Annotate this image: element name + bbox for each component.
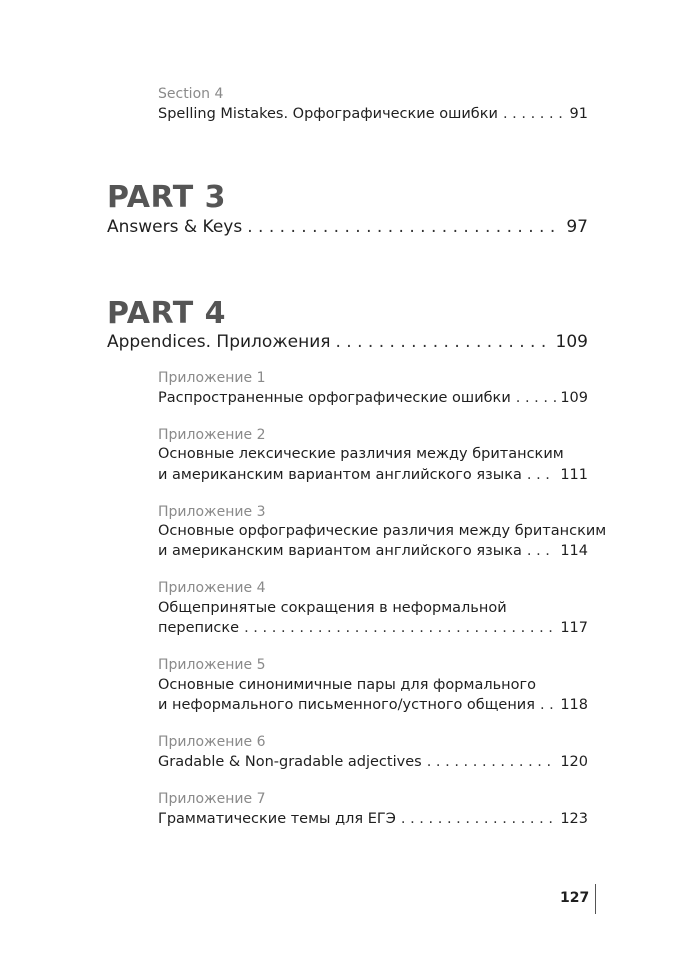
appendix-5-title-line-1: Основные синонимичные пары для формального — [158, 677, 536, 693]
toc-page-number: 123 — [560, 811, 588, 827]
toc-page-number: 114 — [560, 543, 588, 559]
toc-entry-title: и американским вариантом английского языка — [158, 543, 522, 559]
toc-entry-title: и американским вариантом английского языка — [158, 467, 522, 483]
appendix-2-title-line-1: Основные лексические различия между британским — [158, 446, 564, 462]
leader-dots — [244, 620, 556, 636]
toc-entry-part-4[interactable] — [107, 332, 588, 352]
toc-entry-appendix-6[interactable] — [158, 754, 588, 770]
toc-page-number: 117 — [560, 620, 588, 636]
toc-entry-title: Грамматические темы для ЕГЭ — [158, 811, 396, 827]
section-4-label: Section 4 — [158, 86, 224, 102]
toc-page-number: 109 — [555, 332, 588, 352]
toc-page-number: 109 — [560, 390, 588, 406]
toc-entry-appendix-1[interactable] — [158, 390, 588, 406]
leader-dots — [540, 697, 556, 713]
toc-entry-appendix-5[interactable] — [158, 697, 588, 713]
toc-page-number: 118 — [560, 697, 588, 713]
toc-entry-title: Распространенные орфографические ошибки — [158, 390, 511, 406]
appendix-4-title-line-1: Общепринятые сокращения в неформальной — [158, 600, 507, 616]
appendix-4-label: Приложение 4 — [158, 580, 266, 596]
toc-entry-title: переписке — [158, 620, 240, 636]
toc-page-number: 120 — [560, 754, 588, 770]
leader-dots — [427, 754, 557, 770]
appendix-3-title-line-1: Основные орфографические различия между британским — [158, 523, 607, 539]
leader-dots — [503, 106, 566, 122]
toc-entry-title: Spelling Mistakes. Орфографические ошибки — [158, 106, 498, 122]
toc-entry-title: и неформального письменного/устного общения — [158, 697, 535, 713]
appendix-3-label: Приложение 3 — [158, 504, 266, 520]
toc-entry-title: Gradable & Non-gradable adjectives — [158, 754, 422, 770]
toc-entry-section-4[interactable] — [158, 106, 588, 122]
part-3-heading: PART 3 — [107, 180, 226, 215]
toc-entry-title: Appendices. Приложения — [107, 332, 331, 352]
toc-entry-title: Answers & Keys — [107, 217, 243, 237]
appendix-6-label: Приложение 6 — [158, 734, 266, 750]
toc-entry-appendix-3[interactable] — [158, 543, 588, 559]
toc-page-number: 97 — [566, 217, 588, 237]
toc-entry-part-3[interactable] — [107, 217, 588, 237]
toc-page-number: 111 — [560, 467, 588, 483]
leader-dots — [335, 332, 551, 352]
leader-dots — [527, 467, 556, 483]
toc-entry-appendix-7[interactable] — [158, 811, 588, 827]
leader-dots — [401, 811, 556, 827]
page-number: 127 — [560, 890, 590, 906]
toc-entry-appendix-2[interactable] — [158, 467, 588, 483]
leader-dots — [247, 217, 562, 237]
appendix-5-label: Приложение 5 — [158, 657, 266, 673]
leader-dots — [527, 543, 556, 559]
toc-page-number: 91 — [569, 106, 588, 122]
leader-dots — [516, 390, 557, 406]
appendix-1-label: Приложение 1 — [158, 370, 266, 386]
page-number-divider — [595, 884, 596, 914]
appendix-2-label: Приложение 2 — [158, 427, 266, 443]
appendix-7-label: Приложение 7 — [158, 791, 266, 807]
toc-entry-appendix-4[interactable] — [158, 620, 588, 636]
part-4-heading: PART 4 — [107, 296, 226, 331]
